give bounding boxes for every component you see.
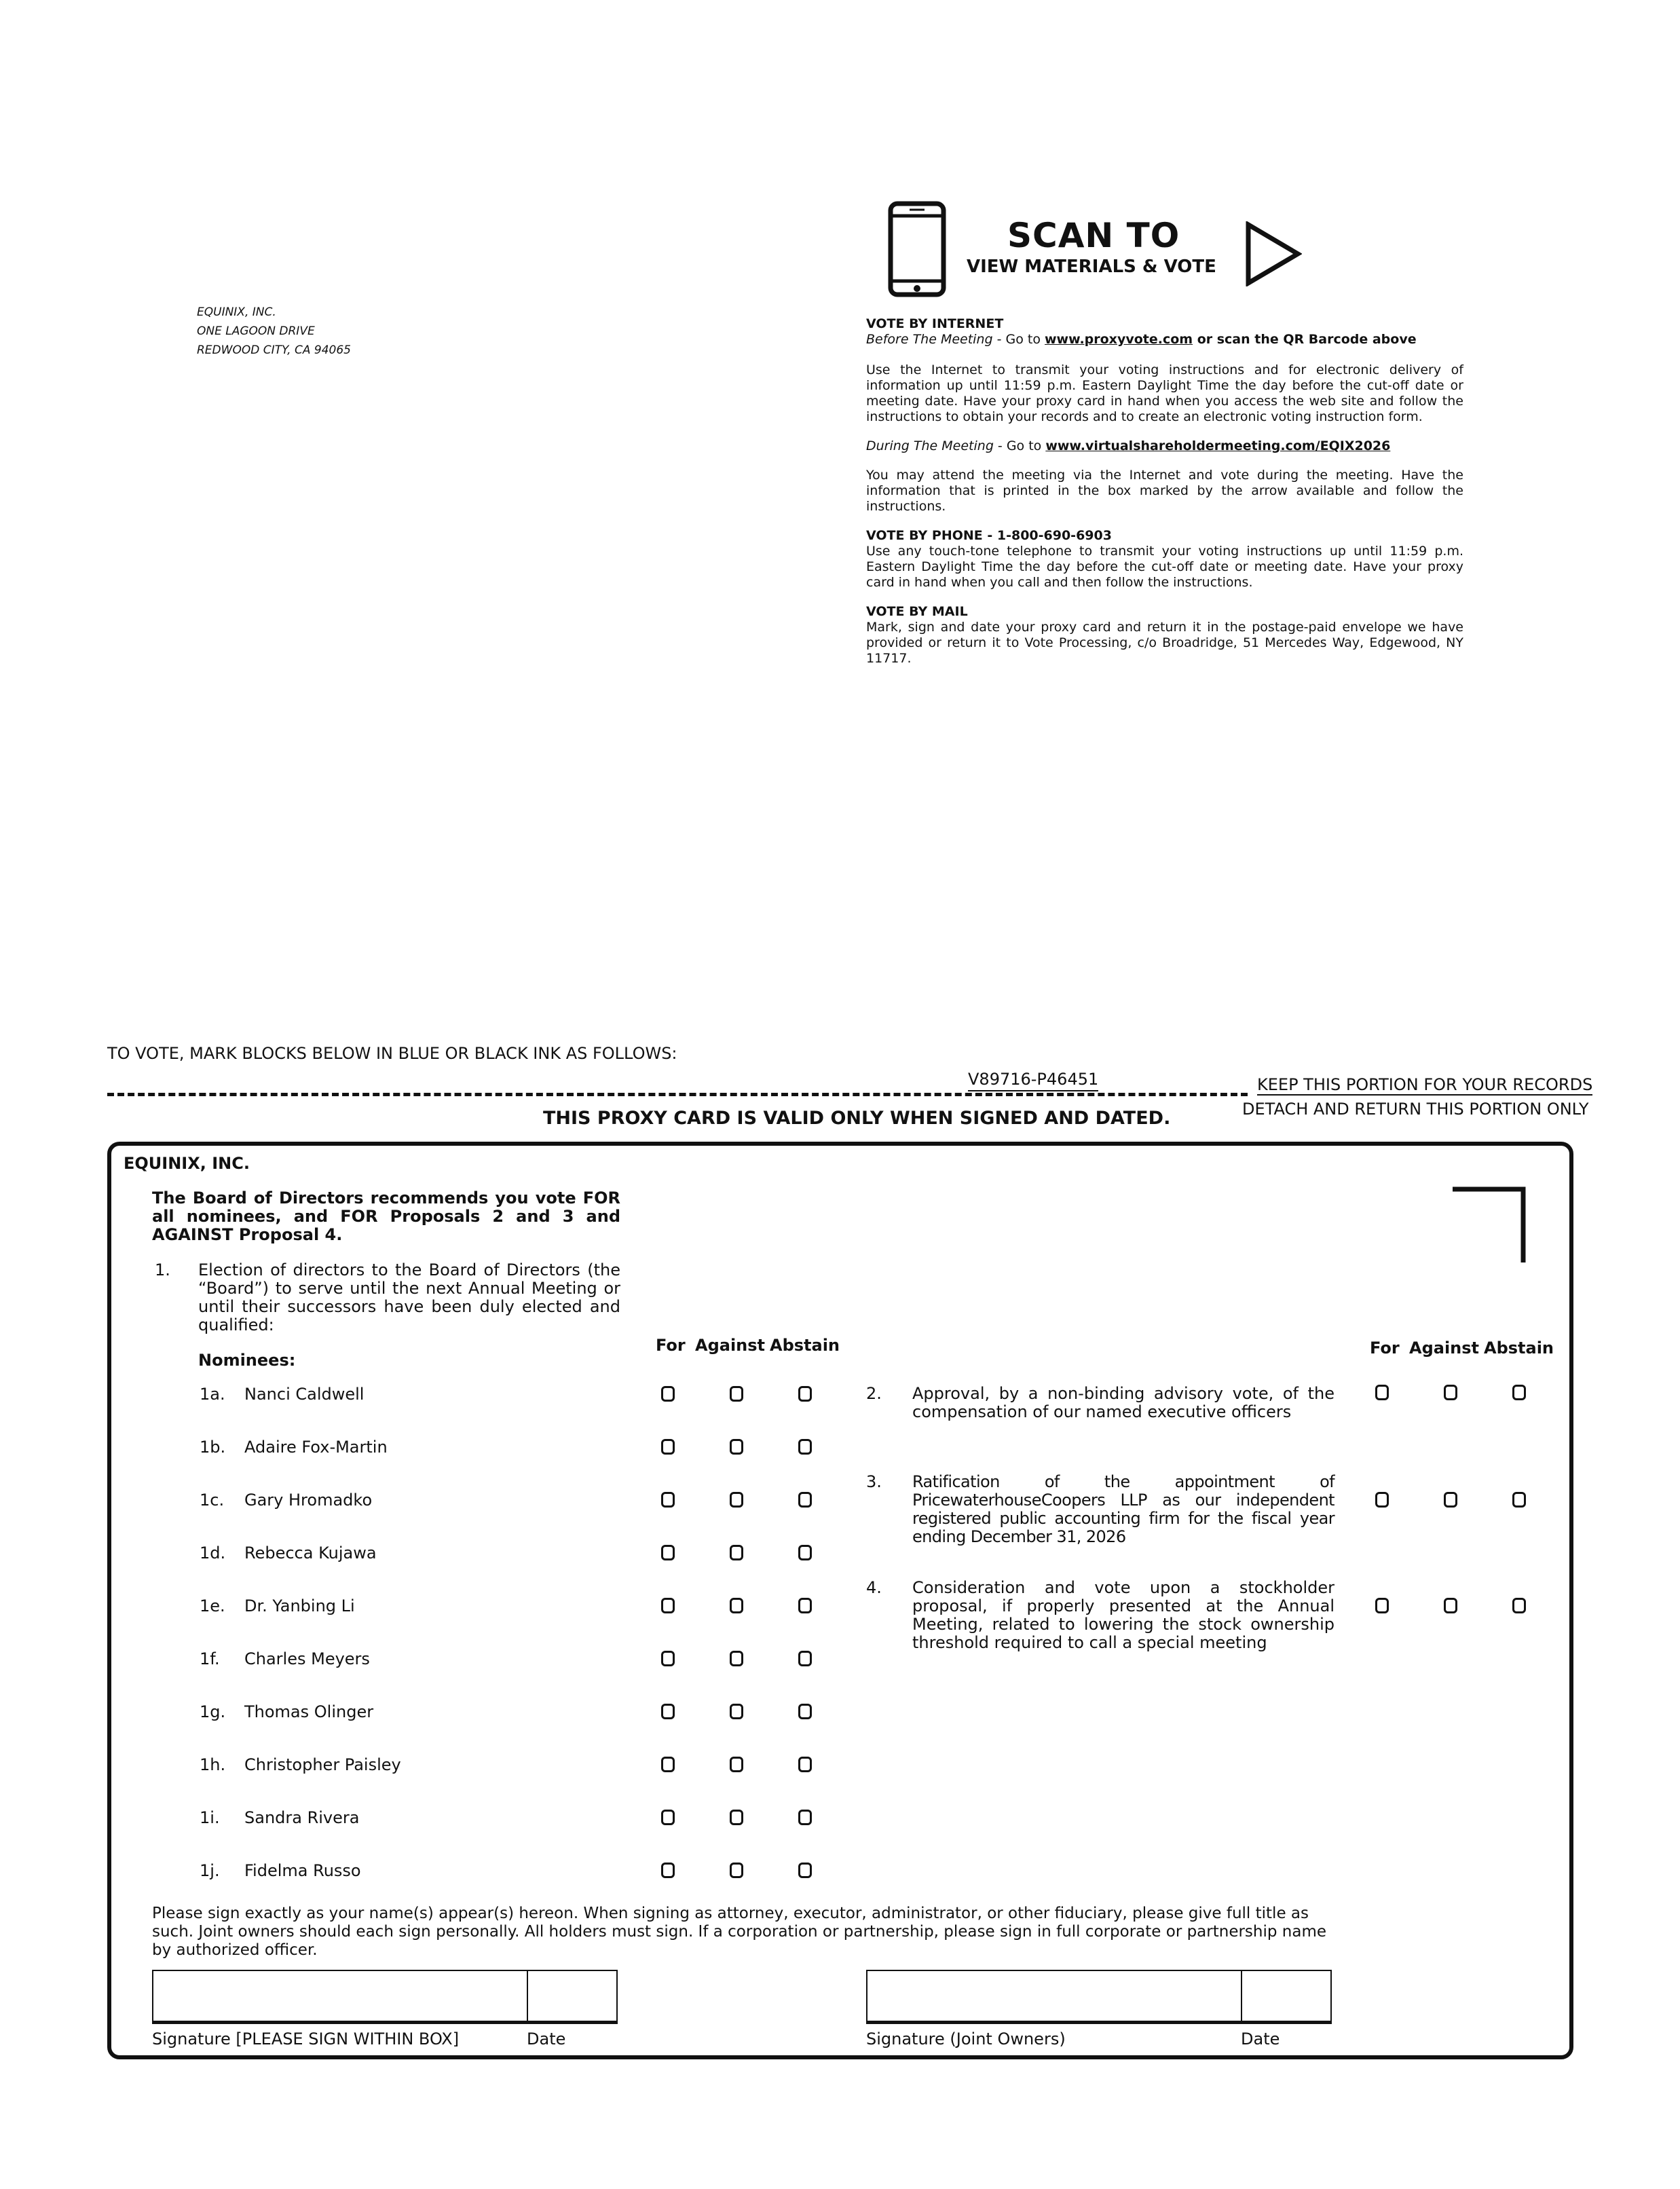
nominee-number: 1h. [200, 1755, 226, 1774]
proposal-4-for-checkbox[interactable] [1375, 1598, 1389, 1613]
vote-internet-body-2: You may attend the meeting via the Internet and vote during the meeting. Have the information that is printed in the box marked by the arrow available and follow the instructions. [866, 468, 1463, 514]
proposal-4-against-checkbox[interactable] [1444, 1598, 1457, 1613]
sender-address [197, 303, 351, 360]
play-triangle-icon [1245, 221, 1302, 289]
proposal-3-abstain-checkbox[interactable] [1512, 1492, 1526, 1508]
nominee-1e-against-checkbox[interactable] [730, 1598, 743, 1613]
nominee-number: 1e. [200, 1596, 225, 1615]
nominee-name: Dr. Yanbing Li [244, 1596, 355, 1615]
signature-label-2: Signature (Joint Owners) [866, 2029, 1066, 2048]
nominee-number: 1a. [200, 1385, 225, 1404]
signature-field-1[interactable] [152, 1970, 528, 2024]
date-label-1: Date [527, 2029, 566, 2048]
corner-mark-icon [1453, 1186, 1527, 1265]
nominee-1d-against-checkbox[interactable] [730, 1545, 743, 1560]
nominee-1a-abstain-checkbox[interactable] [798, 1386, 812, 1402]
proposal-2-number: 2. [866, 1384, 882, 1403]
nominee-1e-for-checkbox[interactable] [661, 1598, 675, 1613]
nominees-label: Nominees: [198, 1351, 296, 1370]
nominee-number: 1c. [200, 1491, 225, 1510]
proposal-3-number: 3. [866, 1472, 882, 1491]
proposal-3-against-checkbox[interactable] [1444, 1492, 1457, 1508]
smartphone-icon [888, 201, 946, 300]
nominee-1b-abstain-checkbox[interactable] [798, 1439, 812, 1455]
during-meeting-label: During The Meeting [866, 438, 994, 453]
item-1-text: Election of directors to the Board of Directors (the “Board”) to serve until the next Annual Meeting or until their successors have been duly elected and qualified: [198, 1260, 620, 1334]
valid-notice: THIS PROXY CARD IS VALID ONLY WHEN SIGNED AND DATED. [543, 1108, 1171, 1129]
proposal-2-for-checkbox[interactable] [1375, 1385, 1389, 1400]
vote-mail-body: Mark, sign and date your proxy card and return it in the postage-paid envelope we have provided or return it to Vote Processing, c/o Broadridge, 51 Mercedes Way, Edgewood, NY 11717. [866, 620, 1463, 666]
card-company: EQUINIX, INC. [124, 1154, 250, 1173]
signature-label-1: Signature [PLEASE SIGN WITHIN BOX] [152, 2029, 460, 2048]
nominee-1c-against-checkbox[interactable] [730, 1492, 743, 1508]
nominee-name: Sandra Rivera [244, 1808, 360, 1827]
nominee-number: 1f. [200, 1649, 220, 1668]
item-1-number: 1. [155, 1260, 170, 1279]
nominee-name: Nanci Caldwell [244, 1385, 365, 1404]
vote-phone-body: Use any touch-tone telephone to transmit your voting instructions up until 11:59 p.m. Eastern Daylight Time the day before the cut-off date or meeting date. Have your proxy card in hand when you call and then follow the instructions. [866, 544, 1463, 590]
board-recommendation: The Board of Directors recommends you vote FOR all nominees, and FOR Proposals 2 and 3 and AGAINST Proposal 4. [152, 1189, 620, 1244]
col-against-right: Against [1409, 1339, 1480, 1358]
nominee-name: Gary Hromadko [244, 1491, 373, 1510]
proposal-4-number: 4. [866, 1578, 882, 1597]
before-meeting-label: Before The Meeting [866, 332, 993, 347]
date-label-2: Date [1241, 2029, 1280, 2048]
vote-internet-before [866, 332, 1463, 348]
vote-internet-during [866, 438, 1463, 454]
nominee-1d-abstain-checkbox[interactable] [798, 1545, 812, 1560]
nominee-number: 1g. [200, 1702, 226, 1721]
virtual-meeting-link[interactable]: www.virtualshareholdermeeting.com/EQIX2026 [1045, 438, 1391, 453]
nominee-1f-abstain-checkbox[interactable] [798, 1651, 812, 1666]
before-goto: - Go to [992, 332, 1045, 347]
sender-line-3: REDWOOD CITY, CA 94065 [197, 343, 351, 357]
detach-line [107, 1093, 1248, 1096]
proposal-4-abstain-checkbox[interactable] [1512, 1598, 1526, 1613]
vote-internet-body: Use the Internet to transmit your voting instructions and for electronic delivery of information up until 11:59 p.m. Eastern Daylight Time the day before the cut-off date or meeting date. Have your proxy card in hand when you access the web site and follow the instructions to obtain your records and to create an electronic voting instruction form. [866, 362, 1463, 424]
col-for-left: For [656, 1336, 686, 1355]
mark-instructions: TO VOTE, MARK BLOCKS BELOW IN BLUE OR BLACK INK AS FOLLOWS: [107, 1044, 677, 1063]
sender-line-1: EQUINIX, INC. [197, 305, 276, 319]
scan-subtitle: VIEW MATERIALS & VOTE [967, 257, 1216, 277]
nominee-name: Charles Meyers [244, 1649, 370, 1668]
proxyvote-link[interactable]: www.proxyvote.com [1045, 332, 1193, 347]
vote-mail-heading: VOTE BY MAIL [866, 604, 968, 619]
proposal-3-for-checkbox[interactable] [1375, 1492, 1389, 1508]
nominee-1i-abstain-checkbox[interactable] [798, 1810, 812, 1825]
signature-field-2[interactable] [866, 1970, 1242, 2024]
nominee-1f-for-checkbox[interactable] [661, 1651, 675, 1666]
during-goto: - Go to [993, 438, 1046, 453]
proposal-2-against-checkbox[interactable] [1444, 1385, 1457, 1400]
nominee-name: Fidelma Russo [244, 1861, 361, 1880]
detach-portion-text: DETACH AND RETURN THIS PORTION ONLY [1242, 1100, 1589, 1119]
sender-line-2: ONE LAGOON DRIVE [197, 324, 315, 338]
nominee-1j-against-checkbox[interactable] [730, 1863, 743, 1878]
proposal-2-abstain-checkbox[interactable] [1512, 1385, 1526, 1400]
nominee-1g-abstain-checkbox[interactable] [798, 1704, 812, 1719]
nominee-number: 1d. [200, 1543, 226, 1563]
date-field-1[interactable] [527, 1970, 618, 2024]
vote-phone-heading: VOTE BY PHONE - 1-800-690-6903 [866, 528, 1112, 543]
proposal-2-text: Approval, by a non-binding advisory vote, of the compensation of our named executive officers [912, 1384, 1334, 1421]
signing-instructions: Please sign exactly as your name(s) appear(s) hereon. When signing as attorney, executor, administrator, or other fiduciary, please give full title as such. Joint owners should each sign personally. All holders must sign. If a corporation or partnership, please sign in full corporate or partnership name by authorized officer. [152, 1905, 1327, 1959]
nominee-1b-for-checkbox[interactable] [661, 1439, 675, 1455]
nominee-number: 1j. [200, 1861, 220, 1880]
nominee-1d-for-checkbox[interactable] [661, 1545, 675, 1560]
nominee-1b-against-checkbox[interactable] [730, 1439, 743, 1455]
vote-internet-heading: VOTE BY INTERNET [866, 316, 1004, 331]
nominee-1g-against-checkbox[interactable] [730, 1704, 743, 1719]
nominee-name: Rebecca Kujawa [244, 1543, 377, 1563]
nominee-1h-abstain-checkbox[interactable] [798, 1757, 812, 1772]
col-abstain-left: Abstain [770, 1336, 840, 1355]
nominee-1i-against-checkbox[interactable] [730, 1810, 743, 1825]
col-against-left: Against [695, 1336, 766, 1355]
nominee-1a-against-checkbox[interactable] [730, 1386, 743, 1402]
nominee-name: Christopher Paisley [244, 1755, 401, 1774]
vote-instructions [866, 316, 1463, 680]
nominee-1h-for-checkbox[interactable] [661, 1757, 675, 1772]
nominee-1i-for-checkbox[interactable] [661, 1810, 675, 1825]
nominee-1e-abstain-checkbox[interactable] [798, 1598, 812, 1613]
date-field-2[interactable] [1241, 1970, 1332, 2024]
control-code: V89716-P46451 [968, 1070, 1098, 1091]
nominee-1h-against-checkbox[interactable] [730, 1757, 743, 1772]
nominee-1j-abstain-checkbox[interactable] [798, 1863, 812, 1878]
col-abstain-right: Abstain [1484, 1339, 1554, 1358]
nominee-1f-against-checkbox[interactable] [730, 1651, 743, 1666]
proposal-3-text: Ratification of the appointment of PricewaterhouseCoopers LLP as our independent registered public accounting firm for the fiscal year ending December 31, 2026 [912, 1472, 1334, 1546]
col-for-right: For [1370, 1339, 1400, 1358]
nominee-1j-for-checkbox[interactable] [661, 1863, 675, 1878]
scan-title: SCAN TO [1007, 216, 1180, 255]
keep-portion-text: KEEP THIS PORTION FOR YOUR RECORDS [1257, 1075, 1593, 1094]
nominee-number: 1b. [200, 1438, 226, 1457]
nominee-number: 1i. [200, 1808, 220, 1827]
proposal-4-text: Consideration and vote upon a stockholder proposal, if properly presented at the Annual Meeting, related to lowering the stock ownership threshold required to call a special meeting [912, 1578, 1334, 1652]
before-suffix: or scan the QR Barcode above [1193, 332, 1417, 347]
nominee-1c-abstain-checkbox[interactable] [798, 1492, 812, 1508]
nominee-name: Adaire Fox-Martin [244, 1438, 388, 1457]
nominee-1g-for-checkbox[interactable] [661, 1704, 675, 1719]
nominee-name: Thomas Olinger [244, 1702, 374, 1721]
nominee-1a-for-checkbox[interactable] [661, 1386, 675, 1402]
nominee-1c-for-checkbox[interactable] [661, 1492, 675, 1508]
